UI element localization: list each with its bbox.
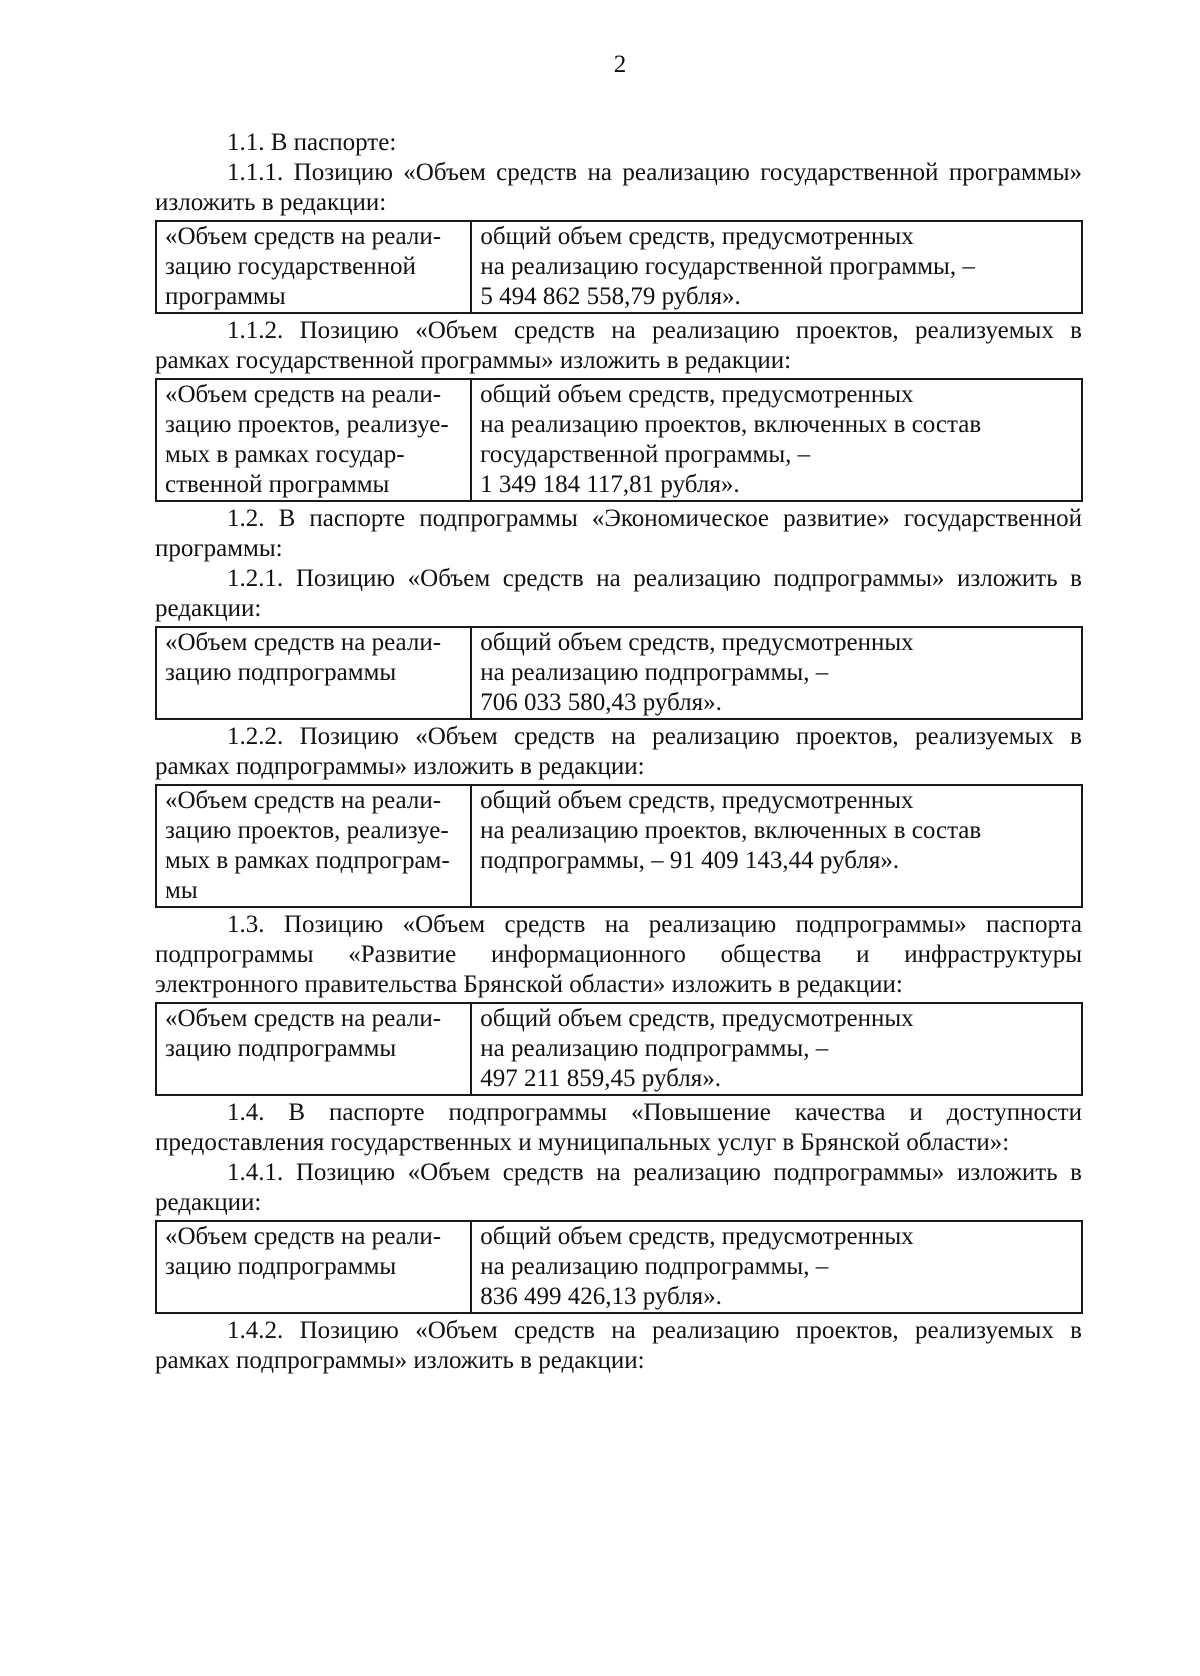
- position-table-1-2-2: [155, 784, 1083, 908]
- position-table-1-3: [155, 1002, 1083, 1096]
- table-cell-label: «Объем средств на реали- зацию государственной программы: [156, 221, 471, 313]
- paragraph-1-3: 1.3. Позицию «Объем средств на реализацию подпрограммы» паспорта подпрограммы «Развитие информационного общества и инфраструктуры электронного правительства Брянской области» изложить в редакции:: [155, 911, 1082, 998]
- position-table-1-2-1: [155, 626, 1083, 720]
- paragraph-1-1: 1.1. В паспорте:: [227, 129, 397, 156]
- document-body: [155, 128, 1082, 1376]
- table-cell-label: «Объем средств на реали- зацию подпрограммы: [156, 627, 471, 719]
- paragraph-1-1-1: 1.1.1. Позицию «Объем средств на реализацию государственной программы» изложить в редакции:: [155, 159, 1082, 216]
- table-cell-value: общий объем средств, предусмотренных на реализацию проектов, включенных в состав подпрограммы, – 91 409 143,44 рубля».: [471, 785, 1082, 907]
- paragraph-1-1-2: 1.1.2. Позицию «Объем средств на реализацию проектов, реализуемых в рамках государственной программы» изложить в редакции:: [155, 317, 1082, 374]
- paragraph-1-2: 1.2. В паспорте подпрограммы «Экономическое развитие» государственной программы:: [155, 505, 1082, 562]
- table-cell-value: общий объем средств, предусмотренных на реализацию подпрограммы, – 706 033 580,43 рубля».: [471, 627, 1082, 719]
- paragraph-1-4-1: 1.4.1. Позицию «Объем средств на реализацию подпрограммы» изложить в редакции:: [155, 1159, 1082, 1216]
- table-cell-value: общий объем средств, предусмотренных на реализацию подпрограммы, – 836 499 426,13 рубля».: [471, 1221, 1082, 1313]
- position-table-1-1-1: [155, 220, 1083, 314]
- table-cell-label: «Объем средств на реали- зацию подпрограммы: [156, 1003, 471, 1095]
- table-cell-label: «Объем средств на реали- зацию проектов, реализуе- мых в рамках государ- ственной программы: [156, 379, 471, 501]
- page-number: 2: [613, 51, 627, 78]
- table-cell-value: общий объем средств, предусмотренных на реализацию проектов, включенных в состав государственной программы, – 1 349 184 117,81 рубля».: [471, 379, 1082, 501]
- paragraph-1-4-2: 1.4.2. Позицию «Объем средств на реализацию проектов, реализуемых в рамках подпрограммы» изложить в редакции:: [155, 1317, 1082, 1374]
- paragraph-1-4: 1.4. В паспорте подпрограммы «Повышение качества и доступности предоставления государственных и муниципальных услуг в Брянской области»:: [155, 1099, 1082, 1156]
- position-table-1-4-1: [155, 1220, 1083, 1314]
- table-cell-label: «Объем средств на реали- зацию подпрограммы: [156, 1221, 471, 1313]
- paragraph-1-2-1: 1.2.1. Позицию «Объем средств на реализацию подпрограммы» изложить в редакции:: [155, 565, 1082, 622]
- paragraph-1-2-2: 1.2.2. Позицию «Объем средств на реализацию проектов, реализуемых в рамках подпрограммы» изложить в редакции:: [155, 723, 1082, 780]
- table-cell-label: «Объем средств на реали- зацию проектов, реализуе- мых в рамках подпрограм- мы: [156, 785, 471, 907]
- position-table-1-1-2: [155, 378, 1083, 502]
- table-cell-value: общий объем средств, предусмотренных на реализацию подпрограммы, – 497 211 859,45 рубля».: [471, 1003, 1082, 1095]
- table-cell-value: общий объем средств, предусмотренных на реализацию государственной программы, – 5 494 862 558,79 рубля».: [471, 221, 1082, 313]
